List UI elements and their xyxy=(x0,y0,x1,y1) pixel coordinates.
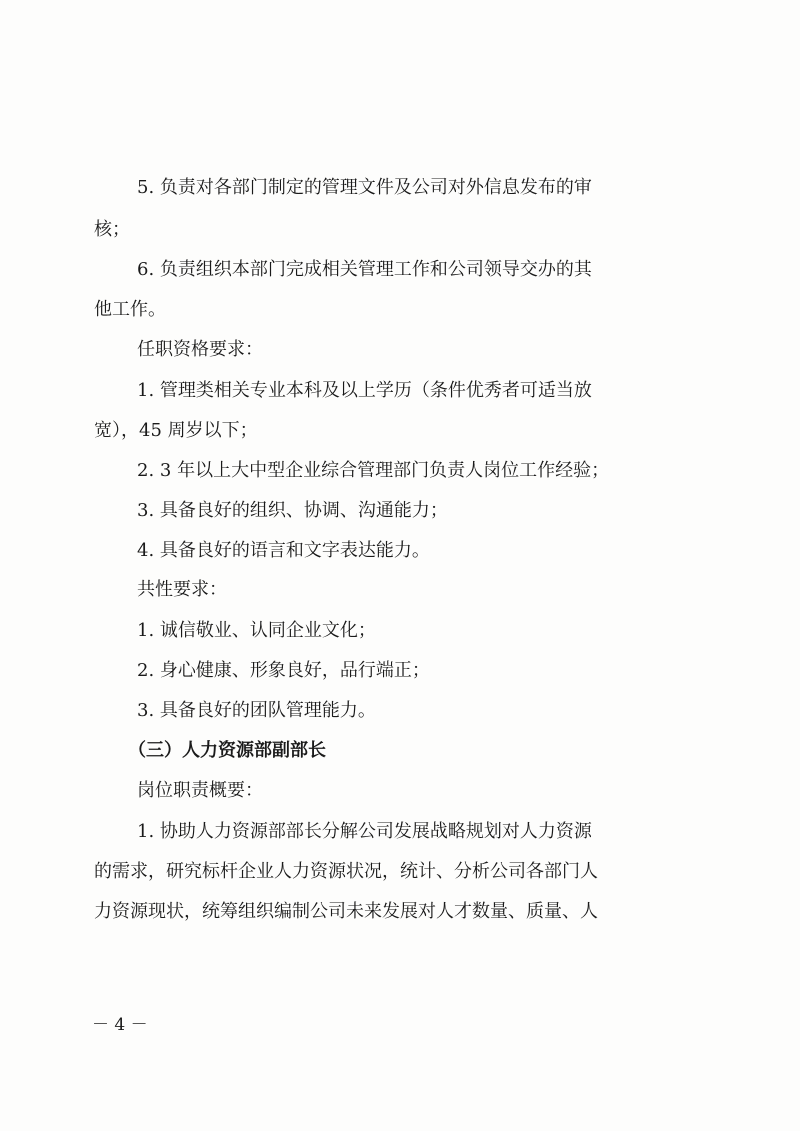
duty-1-line3: 力资源现状，统筹组织编制公司未来发展对人才数量、质量、人 xyxy=(94,901,598,922)
common-requirement-1: 1. 诚信敬业、认同企业文化； xyxy=(137,620,376,641)
duty-1-line1: 1. 协助人力资源部部长分解公司发展战略规划对人力资源 xyxy=(137,821,592,842)
qualification-2: 2. 3 年以上大中型企业综合管理部门负责人岗位工作经验； xyxy=(137,460,610,481)
common-requirement-3: 3. 具备良好的团队管理能力。 xyxy=(137,700,376,721)
duty-1-line2: 的需求，研究标杆企业人力资源状况，统计、分析公司各部门人 xyxy=(94,861,598,882)
paragraph-item5-line2: 核； xyxy=(94,219,130,240)
common-requirements-heading: 共性要求： xyxy=(137,579,227,600)
paragraph-item5-line1: 5. 负责对各部门制定的管理文件及公司对外信息发布的审 xyxy=(137,177,592,198)
qualification-1-line2: 宽），45 周岁以下； xyxy=(94,420,258,441)
paragraph-item6-line2: 他工作。 xyxy=(94,299,166,320)
page-number: － 4 － xyxy=(92,1015,148,1035)
paragraph-item6-line1: 6. 负责组织本部门完成相关管理工作和公司领导交办的其 xyxy=(137,259,592,280)
qualifications-heading: 任职资格要求： xyxy=(137,339,263,360)
duties-heading: 岗位职责概要： xyxy=(137,780,263,801)
section-heading-hr-deputy: （三）人力资源部副部长 xyxy=(128,740,326,761)
common-requirement-2: 2. 身心健康、形象良好，品行端正； xyxy=(137,660,430,681)
qualification-4: 4. 具备良好的语言和文字表达能力。 xyxy=(137,540,430,561)
qualification-3: 3. 具备良好的组织、协调、沟通能力； xyxy=(137,500,448,521)
qualification-1-line1: 1. 管理类相关专业本科及以上学历（条件优秀者可适当放 xyxy=(137,380,592,401)
